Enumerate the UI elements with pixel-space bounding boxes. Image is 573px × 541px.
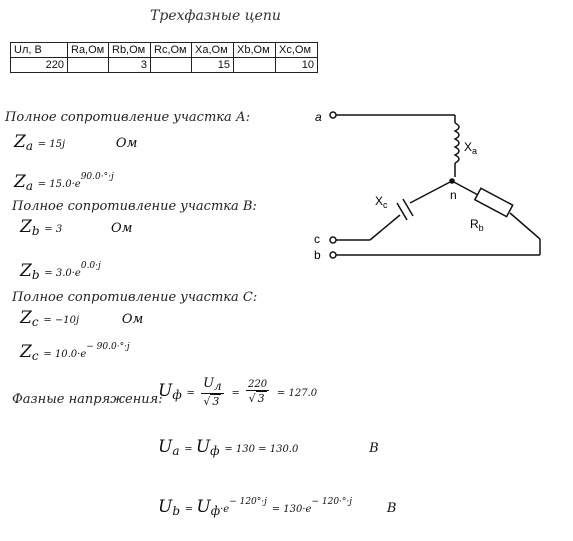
- table-row: [11, 58, 318, 73]
- zc-exp-equation: $Z_c = 10.0\cdot e^{- 90.0\cdot^\circ\cdot j}$: [20, 342, 130, 363]
- node-c-label: c: [314, 232, 320, 246]
- fraction-220-sqrt3: $\frac{220}{√ 3}$: [248, 379, 268, 405]
- zc-exp-value: 10.0·e: [54, 349, 87, 360]
- z-symbol: Z: [20, 261, 32, 281]
- value-cell: [68, 58, 109, 73]
- z-subscript: a: [25, 139, 33, 153]
- terminal-a: [330, 112, 336, 118]
- header-cell: Rc,Ом: [151, 43, 192, 58]
- za-exp-equation: $Z_a = 15.0\cdot e^{90.0\cdot^\circ\cdot j}$: [14, 172, 114, 193]
- value-cell: 10: [276, 58, 318, 73]
- za-equation: $Z_a = 15j$ Ом: [14, 132, 138, 153]
- node-n-label: n: [450, 188, 457, 202]
- terminal-c: [330, 237, 336, 243]
- xc-label: $X_c$: [375, 194, 388, 210]
- header-cell: Xa,Ом: [192, 43, 234, 58]
- z-symbol: Z: [14, 172, 26, 192]
- z-symbol: Z: [20, 308, 32, 328]
- uph-result: 127.0: [288, 388, 318, 399]
- z-symbol: Z: [20, 342, 32, 362]
- u-symbol: U: [158, 381, 173, 401]
- parameters-table: [10, 42, 318, 73]
- section-c-label: Полное сопротивление участка С:: [12, 290, 258, 305]
- section-b-label: Полное сопротивление участка В:: [12, 199, 257, 214]
- circuit-diagram: [300, 95, 550, 270]
- z-subscript: c: [31, 349, 39, 363]
- zc-unit: Ом: [121, 312, 144, 327]
- header-cell: Xc,Ом: [276, 43, 318, 58]
- capacitor-xc-plate2: [397, 203, 407, 220]
- fraction-ul-sqrt3: $\frac{U_л}{√ 3}$: [203, 376, 222, 408]
- u-subscript: ф: [172, 388, 182, 402]
- value-cell: [234, 58, 276, 73]
- zc-exponent: − 90.0·°·j: [86, 342, 130, 352]
- u-symbol: U: [158, 497, 173, 517]
- ua-unit: В: [369, 441, 379, 456]
- header-cell: Uл, В: [11, 43, 68, 58]
- z-subscript: c: [31, 315, 39, 329]
- za-exponent: 90.0·°·j: [80, 172, 114, 182]
- za-exp-value: 15.0·e: [49, 179, 81, 190]
- resistor-rb: [475, 188, 513, 216]
- node-a-label: a: [315, 110, 322, 124]
- z-symbol: Z: [20, 217, 32, 237]
- zc-equation: $Z_c = -10j$ Ом: [20, 308, 144, 329]
- z-subscript: a: [25, 179, 33, 193]
- node-b-label: b: [314, 248, 321, 262]
- ub-equation: $U_b = U_ф\cdot e^{- 120^\circ\cdot j} = 130\cdot e^{- 120\cdot^\circ\cdot j}$ В: [158, 497, 397, 518]
- inductor-xa: [455, 123, 459, 163]
- ub-unit: В: [386, 501, 397, 516]
- table-header-row: [11, 43, 318, 58]
- ua-value: = 130 = 130.0: [224, 444, 299, 455]
- zb-value: 3: [55, 224, 63, 235]
- value-cell: [151, 58, 192, 73]
- value-cell: 220: [11, 58, 68, 73]
- xa-label: $X_a$: [464, 140, 478, 156]
- u-symbol: U: [158, 437, 173, 457]
- zb-exp-value: 3.0·e: [55, 268, 81, 279]
- ua-equation: $U_a = U_ф = 130 = 130.0$ В: [158, 437, 379, 458]
- zb-unit: Ом: [111, 221, 133, 236]
- header-cell: Ra,Ом: [68, 43, 109, 58]
- phase-voltage-label: Фазные напряжения:: [12, 392, 163, 407]
- z-subscript: b: [31, 224, 40, 238]
- za-value: 15j: [49, 139, 66, 150]
- value-cell: 3: [109, 58, 151, 73]
- zc-value: −10j: [54, 315, 80, 326]
- za-unit: Ом: [115, 136, 138, 151]
- uph-equation: $U_ф$ = $\frac{U_л}{√ 3}$ = $\frac{220}{√ 3}$ = 127.0: [158, 376, 318, 408]
- rb-label: $R_b$: [470, 217, 484, 233]
- value-cell: 15: [192, 58, 234, 73]
- z-symbol: Z: [14, 132, 26, 152]
- header-cell: Xb,Ом: [234, 43, 276, 58]
- page-title: Трехфазные цепи: [150, 8, 281, 24]
- z-subscript: b: [31, 268, 40, 282]
- zb-exp-equation: $Z_b = 3.0\cdot e^{0.0\cdot j}$: [20, 261, 101, 282]
- zb-exponent: 0.0·j: [80, 261, 101, 271]
- terminal-b: [330, 252, 336, 258]
- header-cell: Rb,Ом: [109, 43, 151, 58]
- zb-equation: $Z_b = 3$ Ом: [20, 217, 133, 238]
- section-a-label: Полное сопротивление участка А:: [5, 110, 251, 125]
